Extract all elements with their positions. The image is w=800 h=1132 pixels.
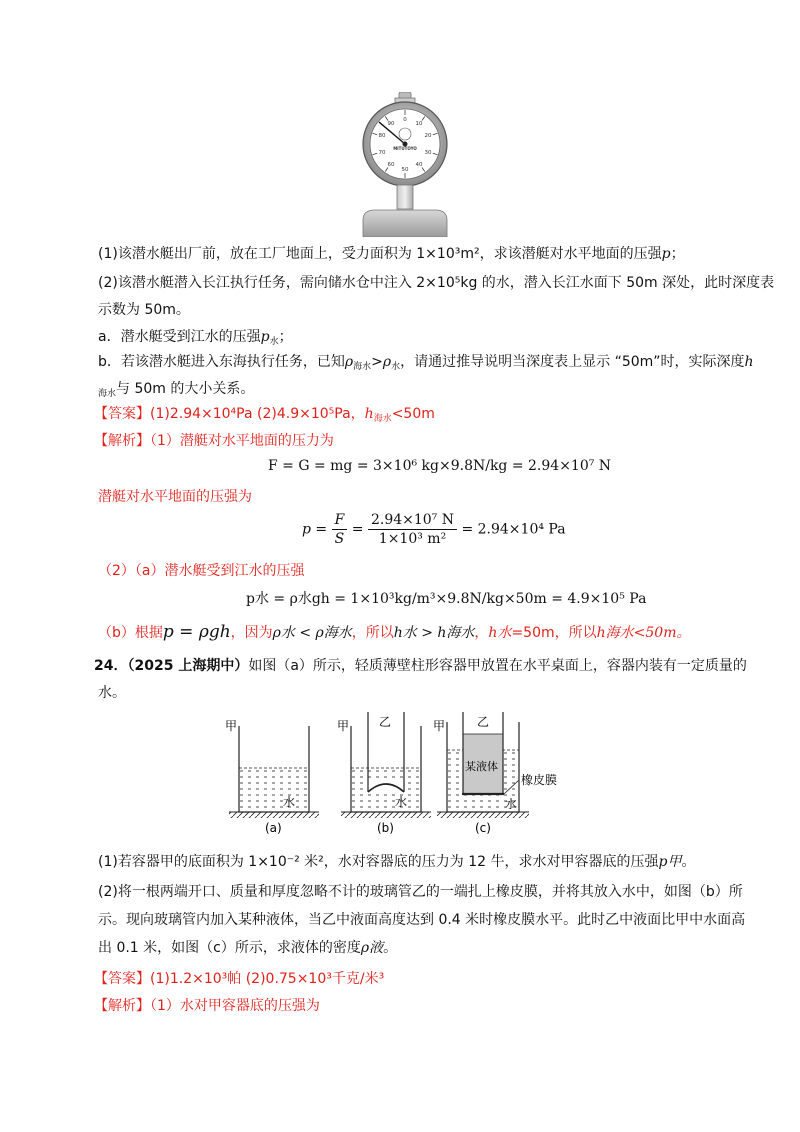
q23-part-b-line2: $_{海水}$与 50m 的大小关系。 <box>98 381 255 399</box>
q23-analysis: 【解析】（1）潜艇对水平地面的压力为 <box>94 433 334 449</box>
q24-stem-line2: 水。 <box>98 685 126 701</box>
q23-answer: 【答案】(1)2.94×10⁴Pa (2)4.9×10⁵Pa，$h_{海水}<50m$ <box>94 406 435 424</box>
label-jia-c: 甲 <box>433 719 446 733</box>
label-yi-c: 乙 <box>477 715 490 729</box>
q24-part2-line3: 出 0.1 米，如图（c）所示，求液体的密度ρ液。 <box>98 940 398 956</box>
dial-number: 10 <box>415 121 423 127</box>
label-liquid: 某液体 <box>465 760 498 773</box>
q23-part-b-analysis: （b）根据p = ρgh，因为ρ水 < ρ海水，所以h水 > h海水，h水=50m，所以h海水<50m。 <box>98 622 691 642</box>
q23-part-a: a．潜水艇受到江水的压强$p_水$； <box>98 329 293 347</box>
q23-pressure-label: 潜艇对水平地面的压强为 <box>98 489 252 505</box>
equation-pressure: p = $\frac{F}{S}$ = $\frac{\text{2.94×10⁷ N}}{\text{1×10³ m²}}$ = 2.94×10⁴ Pa <box>302 512 566 547</box>
q24-stem-line1: 24．（2025 上海期中）如图（a）所示，轻质薄壁柱形容器甲放置在水平桌面上，容器内装有一定质量的 <box>94 658 747 674</box>
label-jia-b: 甲 <box>337 719 350 733</box>
q23-part2-line1: (2)该潜水艇潜入长江执行任务，需向储水仓中注入 2×10⁵kg 的水，潜入长江水面下 50m 深处，此时深度表 <box>98 275 775 291</box>
label-water-c: 水 <box>505 797 518 811</box>
dial-number: 40 <box>415 162 423 168</box>
q24-answer: 【答案】(1)1.2×10³帕 (2)0.75×10³千克/米³ <box>94 971 385 987</box>
dial-number: 90 <box>387 121 395 127</box>
q24-part2-line2: 示。现向玻璃管内加入某种液体，当乙中液面高度达到 0.4 米时橡皮膜水平。此时乙中液面比甲中水面高 <box>98 912 746 928</box>
dial-number: 70 <box>378 150 386 156</box>
label-yi-b: 乙 <box>379 715 392 729</box>
dial-number: 80 <box>378 133 386 139</box>
q23-part2-line2: 示数为 50m。 <box>98 302 190 318</box>
equation-force: F = G = mg = 3×10⁶ kg×9.8N/kg = 2.94×10⁷ N <box>268 458 612 474</box>
dial-number: 20 <box>424 133 432 139</box>
q24-analysis: 【解析】（1）水对甲容器底的压强为 <box>94 998 320 1014</box>
q23-part-b-line1: b．若该潜水艇进入东海执行任务，已知$\rho_{海水}>\rho_水$，请通过推导说明当深度表上显示 “50m”时，实际深度h <box>98 354 754 372</box>
q24-figure <box>215 708 575 838</box>
depth-gauge-image <box>355 92 455 237</box>
dial-number: 0 <box>403 117 407 123</box>
caption-b: (b) <box>377 821 394 835</box>
dial-number: 30 <box>424 150 432 156</box>
dial-number: 60 <box>387 162 395 168</box>
label-water-b: 水 <box>395 795 408 809</box>
label-membrane: 橡皮膜 <box>521 773 558 787</box>
caption-a: (a) <box>265 821 282 835</box>
dial-number: 50 <box>401 167 409 173</box>
equation-water-pressure: p水 = ρ水gh = 1×10³kg/m³×9.8N/kg×50m = 4.9×10⁵ Pa <box>246 591 647 607</box>
q23-part-a-analysis: （2）（a）潜水艇受到江水的压强 <box>98 563 305 579</box>
gauge-brand: MITUTOYO <box>393 146 417 151</box>
label-jia-a: 甲 <box>225 719 238 733</box>
q24-part2-line1: (2)将一根两端开口、质量和厚度忽略不计的玻璃管乙的一端扎上橡皮膜，并将其放入水中，如图（b）所 <box>98 884 743 900</box>
q23-part1: (1)该潜水艇出厂前，放在工厂地面上，受力面积为 1×10³m²，求该潜艇对水平地面的压强p； <box>98 246 685 262</box>
label-water-a: 水 <box>283 795 296 809</box>
q24-part1: (1)若容器甲的底面积为 1×10⁻² 米²，水对容器底的压力为 12 牛，求水对甲容器底的压强p甲。 <box>98 854 696 870</box>
caption-c: (c) <box>475 821 491 835</box>
